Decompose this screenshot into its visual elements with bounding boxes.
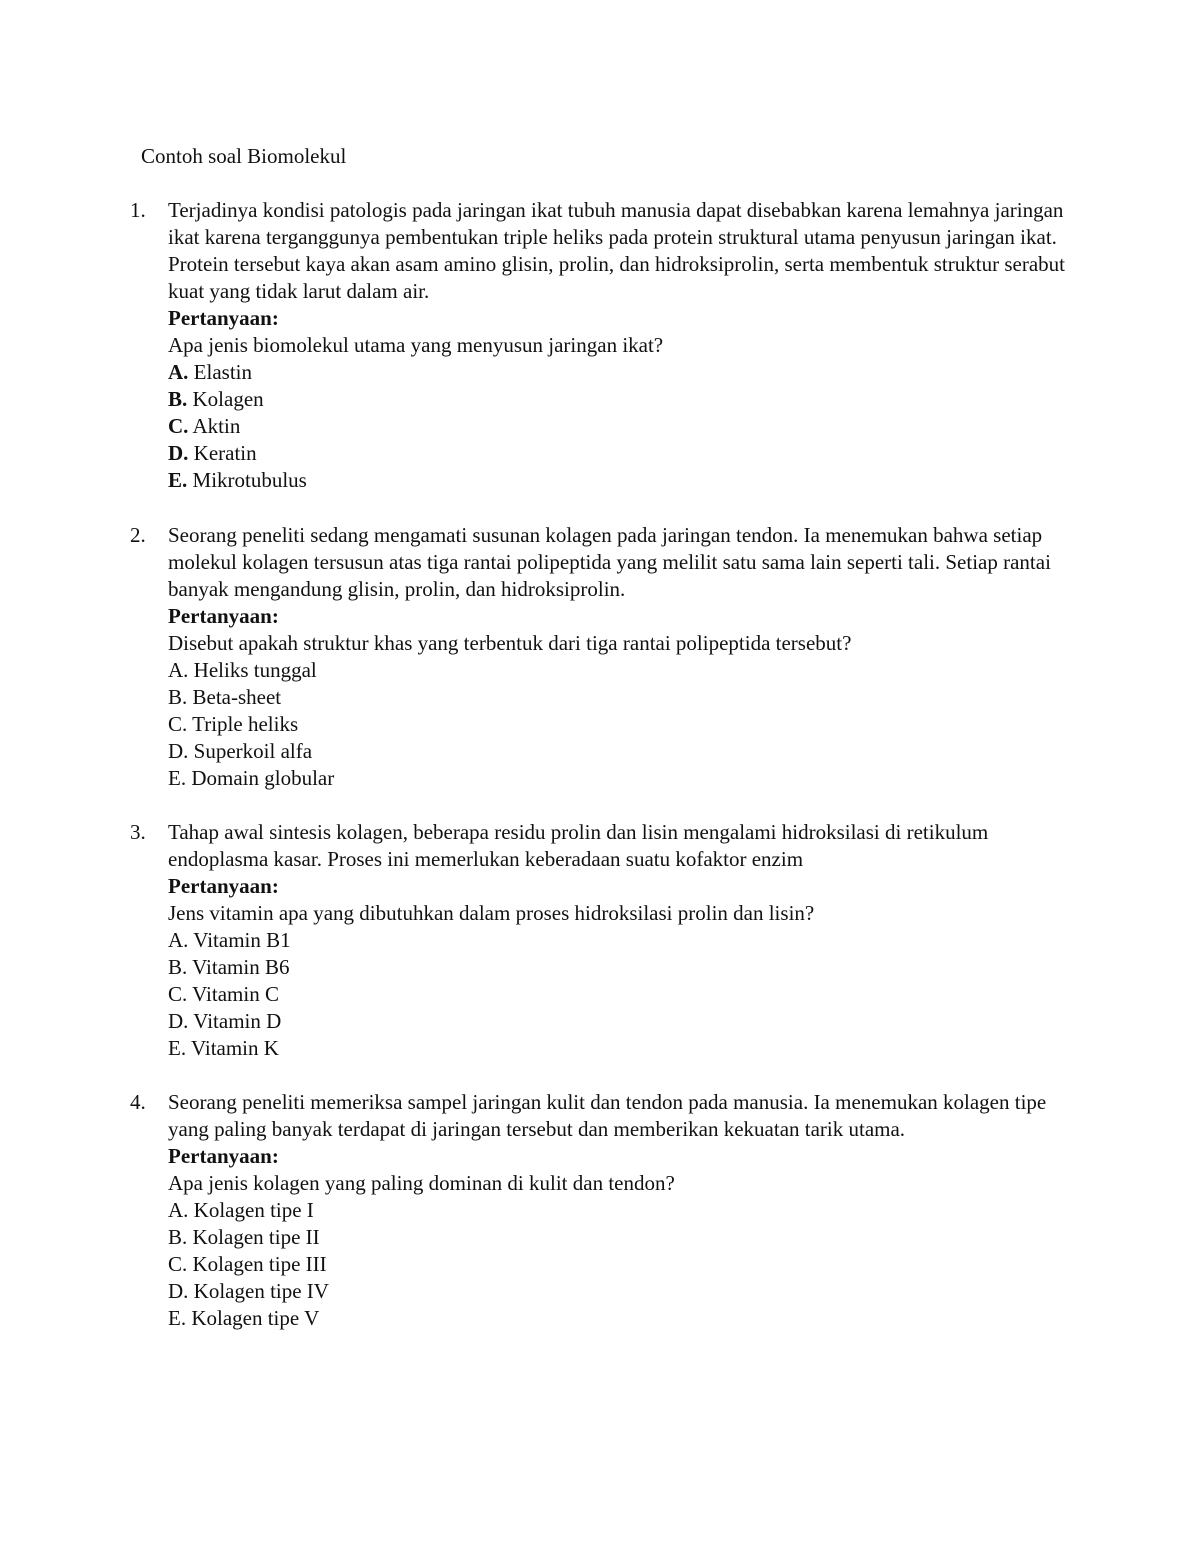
answer-option (168, 413, 1070, 440)
question-number: 1. (130, 198, 146, 222)
option-letter: A. (168, 1198, 189, 1222)
option-letter: E. (168, 1306, 187, 1330)
option-text: Kolagen (192, 387, 264, 411)
answer-option (168, 386, 1070, 413)
answer-option (168, 1224, 1070, 1251)
option-letter: A. (168, 658, 189, 682)
question-body (168, 197, 1070, 494)
option-text: Domain globular (191, 766, 335, 790)
option-letter: D. (168, 441, 189, 465)
question-prompt: Apa jenis kolagen yang paling dominan di kulit dan tendon? (168, 1171, 675, 1195)
option-text: Kolagen tipe III (192, 1252, 327, 1276)
question-stem: Seorang peneliti memeriksa sampel jaringan kulit dan tendon pada manusia. Ia menemukan kolagen tipe yang paling banyak terdapat di jaringan tersebut dan memberikan kekuatan tarik utama. (168, 1090, 1047, 1141)
answer-option (168, 657, 1070, 684)
option-text: Mikrotubulus (192, 468, 307, 492)
option-text: Vitamin D (193, 1009, 282, 1033)
answer-option (168, 981, 1070, 1008)
option-text: Kolagen tipe II (192, 1225, 320, 1249)
option-letter: B. (168, 955, 188, 979)
question-number: 4. (130, 1090, 146, 1114)
document-title: Contoh soal Biomolekul (141, 144, 347, 168)
question-stem: Tahap awal sintesis kolagen, beberapa residu prolin dan lisin mengalami hidroksilasi di retikulum endoplasma kasar. Proses ini memerlukan keberadaan suatu kofaktor enzim (168, 820, 989, 871)
question-label: Pertanyaan: (168, 306, 279, 330)
answer-options (168, 1197, 1070, 1332)
question-2 (130, 522, 1070, 792)
answer-options (168, 927, 1070, 1062)
question-label: Pertanyaan: (168, 1144, 279, 1168)
option-text: Kolagen tipe IV (193, 1279, 329, 1303)
answer-option (168, 1305, 1070, 1332)
question-stem: Seorang peneliti sedang mengamati susunan kolagen pada jaringan tendon. Ia menemukan bahwa setiap molekul kolagen tersusun atas tiga rantai polipeptida yang melilit satu sama lain seperti tali. Setiap rantai banyak mengandung glisin, prolin, dan hidroksiprolin. (168, 523, 1051, 601)
option-text: Beta-sheet (192, 685, 282, 709)
question-label: Pertanyaan: (168, 604, 279, 628)
answer-option (168, 359, 1070, 386)
option-text: Kolagen tipe V (191, 1306, 320, 1330)
option-letter: C. (168, 1252, 188, 1276)
option-letter: E. (168, 468, 188, 492)
question-prompt: Disebut apakah struktur khas yang terbentuk dari tiga rantai polipeptida tersebut? (168, 631, 852, 655)
question-label: Pertanyaan: (168, 874, 279, 898)
option-text: Keratin (193, 441, 257, 465)
option-text: Vitamin B6 (192, 955, 290, 979)
question-body (168, 522, 1070, 792)
option-text: Vitamin B1 (193, 928, 291, 952)
question-1 (130, 197, 1070, 494)
question-3 (130, 819, 1070, 1062)
question-prompt: Jens vitamin apa yang dibutuhkan dalam proses hidroksilasi prolin dan lisin? (168, 901, 815, 925)
option-text: Elastin (193, 360, 252, 384)
answer-option (168, 684, 1070, 711)
answer-option (168, 927, 1070, 954)
answer-option (168, 1278, 1070, 1305)
answer-option (168, 765, 1070, 792)
option-letter: C. (168, 414, 189, 438)
option-letter: D. (168, 1279, 189, 1303)
option-letter: B. (168, 685, 188, 709)
answer-option (168, 954, 1070, 981)
option-text: Triple heliks (192, 712, 299, 736)
option-letter: A. (168, 360, 189, 384)
answer-option (168, 1197, 1070, 1224)
option-text: Heliks tunggal (193, 658, 317, 682)
option-text: Superkoil alfa (193, 739, 313, 763)
answer-option (168, 467, 1070, 494)
answer-option (168, 1008, 1070, 1035)
option-letter: A. (168, 928, 189, 952)
option-letter: D. (168, 1009, 189, 1033)
option-letter: B. (168, 387, 188, 411)
option-text: Vitamin K (190, 1036, 279, 1060)
answer-option (168, 711, 1070, 738)
option-letter: B. (168, 1225, 188, 1249)
answer-options (168, 359, 1070, 494)
answer-option (168, 1251, 1070, 1278)
question-stem: Terjadinya kondisi patologis pada jaringan ikat tubuh manusia dapat disebabkan karena lemahnya jaringan ikat karena terganggunya pembentukan triple heliks pada protein struktural utama penyusun jaringan ikat. Protein tersebut kaya akan asam amino glisin, prolin, dan hidroksiprolin, serta membentuk struktur serabut kuat yang tidak larut dalam air. (168, 198, 1065, 303)
question-4 (130, 1089, 1070, 1332)
question-prompt: Apa jenis biomolekul utama yang menyusun jaringan ikat? (168, 333, 664, 357)
answer-options (168, 657, 1070, 792)
question-number: 2. (130, 523, 146, 547)
answer-option (168, 1035, 1070, 1062)
option-letter: E. (168, 1036, 187, 1060)
answer-option (168, 738, 1070, 765)
option-letter: D. (168, 739, 189, 763)
question-number: 3. (130, 820, 146, 844)
option-text: Aktin (192, 414, 241, 438)
option-letter: C. (168, 982, 188, 1006)
option-text: Kolagen tipe I (193, 1198, 314, 1222)
option-letter: E. (168, 766, 187, 790)
question-body (168, 1089, 1070, 1332)
option-text: Vitamin C (192, 982, 279, 1006)
answer-option (168, 440, 1070, 467)
option-letter: C. (168, 712, 188, 736)
question-body (168, 819, 1070, 1062)
